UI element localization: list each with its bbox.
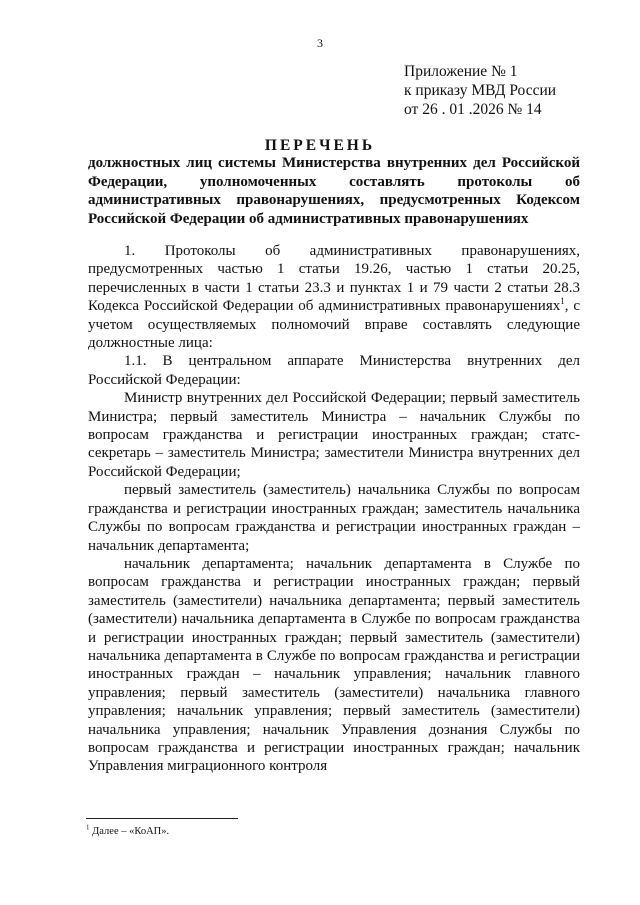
paragraph-1-text: 1. Протоколы об административных правонарушениях, предусмотренных частью 1 статьи 19.26, частью 1 статьи 20.25, перечисленных в части 1 статьи 23.3 и пунктах 1 и 79 части 2 статьи 28.3 Кодекса Российской Федерации об административных правонарушениях (88, 243, 580, 315)
appendix-line-2: к приказу МВД России (404, 82, 557, 99)
document-title: ПЕРЕЧЕНЬ (264, 137, 376, 154)
page-number: 3 (317, 36, 323, 50)
paragraph-department-heads: начальник департамента; начальник департамента в Службе по вопросам гражданства и регистрации иностранных граждан; первый заместитель (заместители) начальника департамента; первый заместитель (заместители) начальника департамента в Службе по вопросам гражданства и регистрации иностранных граждан; первый заместитель (заместители) начальника департамента в Службе по вопросам гражданства и регистрации иностранных граждан – начальник управления; начальник главного управления; первый заместитель (заместители) начальника главного управления; начальник управления; первый заместитель (заместители) начальника управления; начальник Управления дознания Службы по вопросам гражданства и регистрации иностранных граждан; начальник Управления миграционного контроля (88, 555, 580, 775)
footnote-divider (86, 818, 238, 819)
footnote (86, 823, 170, 837)
appendix-line-3: от 26 . 01 .2026 № 14 (404, 101, 542, 118)
document-body (88, 242, 580, 776)
footnote-reference: 1 (560, 296, 565, 307)
paragraph-ministers: Министр внутренних дел Российской Федерации; первый заместитель Министра; первый заместитель Министра – начальник Службы по вопросам гражданства и регистрации иностранных граждан; статс-секретарь – заместитель Министра; заместители Министра внутренних дел Российской Федерации; (88, 390, 580, 480)
footnote-marker: 1 (86, 823, 90, 832)
appendix-line-1: Приложение № 1 (404, 63, 518, 80)
footnote-text: Далее – «КоАП». (89, 826, 170, 837)
paragraph-1-1: 1.1. В центральном аппарате Министерства внутренних дел Российской Федерации: (88, 353, 580, 388)
paragraph-1-continuation: , с учетом осуществляемых полномочий вправе составлять следующие должностные лица: (88, 298, 580, 352)
paragraph-deputies: первый заместитель (заместитель) начальника Службы по вопросам гражданства и регистрации иностранных граждан; заместитель начальника Службы по вопросам гражданства и регистрации иностранных граждан – начальник департамента; (88, 482, 580, 554)
appendix-header (404, 62, 556, 119)
paragraph-1 (88, 242, 580, 352)
document-subtitle: должностных лиц системы Министерства внутренних дел Российской Федерации, уполномоченных составлять протоколы об административных правонарушениях, предусмотренных Кодексом Российской Федерации об административных правонарушениях (88, 155, 580, 227)
